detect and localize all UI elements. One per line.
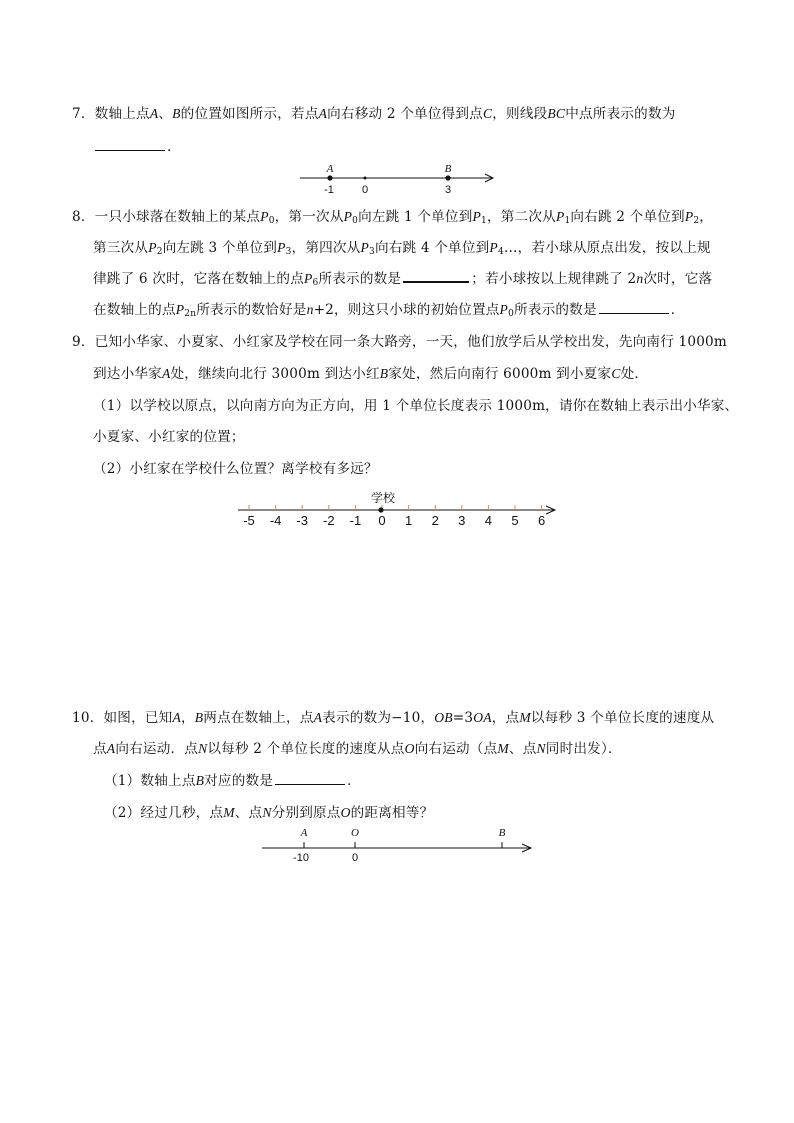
q9-number-line: [0, 488, 794, 538]
q10-number: 10．: [72, 710, 104, 726]
q8-line-1: 8．一只小球落在数轴上的某点$P_0$，第一次从$P_0$向左跳 1 个单位到$P_1$，第二次从$P_1$向右跳 2 个单位到$P_2$，: [72, 209, 714, 226]
q7-line-1: 7．数轴上点A、B的位置如图所示，若点A向右移动 2 个单位得到点C，则线段BC中点所表示的数为: [72, 106, 676, 122]
q9-sub-1-line-1: （1）以学校以原点，以向南方向为正方向，用 1 个单位长度表示 1000m，请你在数轴上表示出小华家、: [93, 398, 739, 414]
q7-tick-3: 3: [444, 184, 452, 196]
q7-point-a: [327, 175, 332, 180]
q10-label-b: B: [498, 827, 506, 839]
q9-tick-label: 1: [404, 513, 413, 528]
q7-label-a: A: [326, 163, 334, 175]
q9-tick-label: 5: [511, 513, 519, 528]
q8-answer-blank-2[interactable]: [599, 312, 669, 314]
q10-tick-label-0: 0: [351, 852, 359, 864]
q9-tick-label: 3: [458, 513, 466, 528]
q10-label-o: O: [351, 827, 359, 839]
q9-tick-label: -1: [349, 513, 362, 528]
q9-tick-label: 0: [378, 513, 386, 528]
q9-school-label: 学校: [370, 491, 396, 505]
q8-line-2: 第三次从$P_2$向左跳 3 个单位到$P_3$，第四次从$P_3$向右跳 4 个单位到$P_4\dots$，若小球从原点出发，按以上规: [93, 240, 711, 257]
q9-tick-label: -2: [323, 513, 335, 528]
q10-sub-1: （1）数轴上点B对应的数是 ．: [104, 773, 361, 789]
q9-tick-label: -5: [243, 513, 255, 528]
q10-tick-label-minus10: -10: [293, 852, 309, 864]
q9-ticks: [243, 505, 545, 528]
q9-tick-label: 2: [431, 513, 439, 528]
q9-number: 9．: [72, 334, 95, 350]
q9-sub-1-line-2: 小夏家、小红家的位置；: [93, 429, 245, 445]
q8-line-3: 律跳了 6 次时，它落在数轴上的点$P_6$所表示的数是 ；若小球按以上规律跳了 2n次时，它落: [93, 271, 713, 288]
q10-line-1: 10．如图，已知A，B两点在数轴上，点A表示的数为−10，OB=3OA，点M以每秒 3 个单位长度的速度从: [72, 710, 715, 726]
q7-line-2: ．: [93, 135, 181, 155]
q7-point-origin: [364, 177, 367, 180]
q10-answer-blank[interactable]: [275, 783, 345, 785]
q7-tick-0: 0: [361, 184, 369, 196]
q9-tick-label: -4: [269, 513, 282, 528]
q8-number: 8．: [72, 209, 95, 225]
q10-number-line: [0, 822, 794, 867]
q7-point-b: [445, 175, 450, 180]
q9-sub-2: （2）小红家在学校什么位置？离学校有多远？: [93, 461, 378, 477]
q9-tick-label: -3: [296, 513, 308, 528]
q9-line-2: 到达小华家A处，继续向北行 3000m 到达小红B家处，然后向南行 6000m 到小夏家C处．: [93, 366, 649, 382]
q10-label-a: A: [300, 827, 308, 839]
q8-answer-blank-1[interactable]: [403, 280, 469, 283]
q7-label-b: B: [444, 163, 452, 175]
q10-line-2: 点A向右运动．点N以每秒 2 个单位长度的速度从点O向右运动（点M、点N同时出发）．: [93, 741, 622, 757]
q8-line-4: 在数轴上的点$P_{2n}$所表示的数恰好是n+2，则这只小球的初始位置点$P_0$所表示的数是 ．: [93, 302, 685, 319]
q10-sub-2: （2）经过几秒，点M、点N分别到原点O的距离相等？: [104, 805, 434, 821]
q9-tick-label: 6: [537, 513, 546, 528]
q9-school-point: [378, 507, 383, 512]
q7-answer-blank[interactable]: [95, 149, 165, 151]
q9-tick-label: 4: [484, 513, 493, 528]
q7-number: 7．: [72, 106, 95, 122]
q7-tick-minus1: -1: [324, 184, 334, 196]
q7-number-line: [0, 160, 794, 200]
q9-line-1: 9．已知小华家、小夏家、小红家及学校在同一条大路旁，一天，他们放学后从学校出发，先向南行 1000m: [72, 334, 727, 350]
